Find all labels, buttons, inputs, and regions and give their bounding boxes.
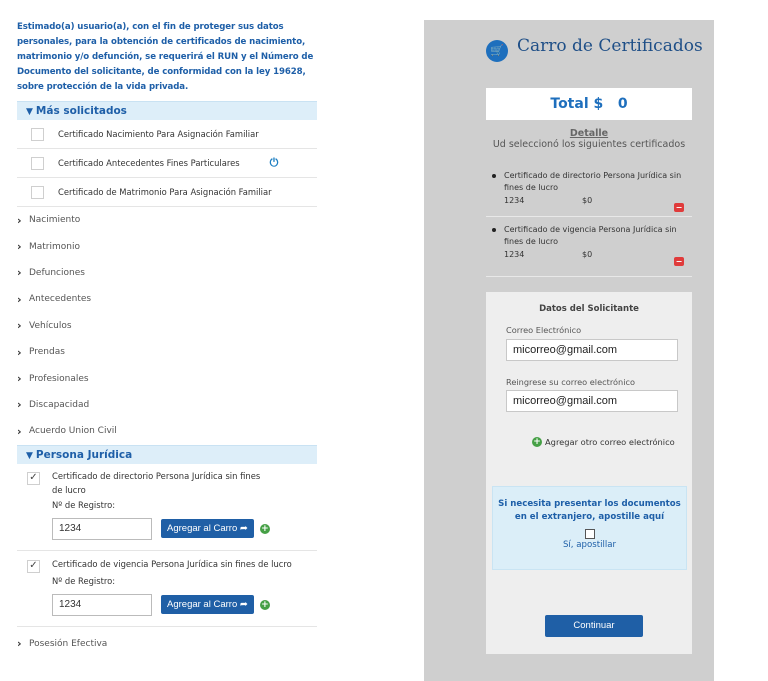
section-label: Más solicitados — [35, 105, 127, 117]
cart-item-price: $0 — [582, 196, 593, 205]
email-confirm-field[interactable]: micorreo@gmail.com — [506, 390, 678, 412]
chevron-right-icon: › — [17, 213, 22, 227]
category-discapacidad[interactable] — [17, 392, 317, 418]
apostille-box — [492, 486, 687, 570]
checkbox[interactable] — [31, 128, 44, 141]
power-icon[interactable]: ⏻ — [269, 156, 279, 169]
total-label: Total $ — [550, 96, 604, 112]
cart-item-name: Certificado de directorio Persona Jurídica sin fines de lucro — [504, 171, 682, 192]
cart-item-price: $0 — [582, 250, 593, 259]
category-vehiculos[interactable] — [17, 313, 317, 339]
detalle — [486, 128, 692, 150]
registro-input[interactable]: 1234 — [52, 518, 152, 540]
button-label: Agregar al Carro — [167, 523, 238, 535]
category-label: Antecedentes — [29, 294, 92, 305]
apostille-message: Si necesita presentar los documentos en el extranjero, apostille aquí — [498, 499, 681, 522]
chevron-right-icon: › — [17, 637, 22, 651]
detalle-subtitle: Ud seleccionó los siguientes certificados — [492, 139, 686, 150]
cart-item-registro: 1234 — [504, 196, 525, 205]
registro-input[interactable]: 1234 — [52, 594, 152, 616]
category-label: Acuerdo Union Civil — [29, 426, 117, 437]
continue-button[interactable]: Continuar — [545, 615, 643, 637]
category-label: Matrimonio — [29, 241, 80, 252]
certificates-list — [17, 20, 317, 657]
plus-icon[interactable]: + — [261, 599, 269, 610]
section-label: Persona Jurídica — [35, 448, 133, 461]
total-box — [486, 88, 692, 120]
list-item[interactable] — [17, 149, 317, 178]
plus-icon[interactable]: + — [261, 523, 269, 534]
item-label: Certificado Nacimiento Para Asignación Familiar — [58, 129, 259, 139]
button-label: Agregar al Carro — [167, 599, 238, 611]
cart-title: Carro de Certificados — [517, 36, 703, 56]
cart-panel — [424, 20, 714, 681]
category-label: Profesionales — [29, 373, 89, 384]
cart-item-name: Certificado de vigencia Persona Jurídica sin fines de lucro — [504, 225, 677, 246]
arrow-icon: ➦ — [239, 523, 248, 535]
checkbox-checked[interactable]: ✓ — [27, 560, 40, 573]
chevron-right-icon: › — [17, 424, 22, 438]
cart-icon: 🛒 — [486, 40, 508, 62]
email-field[interactable]: micorreo@gmail.com — [506, 339, 678, 361]
category-label: Prendas — [29, 347, 65, 358]
category-profesionales[interactable] — [17, 365, 317, 391]
chevron-right-icon: › — [17, 240, 22, 254]
form-title: Datos del Solicitante — [539, 304, 639, 314]
list-item[interactable] — [17, 178, 317, 207]
email-label: Correo Electrónico — [506, 325, 582, 335]
section-mas-solicitados[interactable] — [17, 101, 317, 120]
remove-icon[interactable]: − — [675, 203, 683, 212]
category-posesion-efectiva[interactable] — [17, 631, 317, 657]
apostille-option-label: Sí, apostillar — [562, 540, 617, 550]
chevron-right-icon: › — [17, 266, 22, 280]
item-label: Certificado de Matrimonio Para Asignación Familiar — [58, 187, 272, 197]
arrow-icon: ➦ — [239, 599, 248, 611]
registro-label: Nº de Registro: — [52, 575, 116, 586]
bullet — [492, 228, 496, 232]
detalle-title: Detalle — [569, 128, 609, 139]
category-label: Nacimiento — [29, 215, 81, 226]
solicitante-form — [486, 292, 692, 654]
item-label: Certificado de directorio Persona Jurídica sin fines de lucro — [52, 470, 261, 495]
checkbox[interactable] — [31, 157, 44, 170]
chevron-right-icon: › — [17, 372, 22, 386]
item-label: Certificado de vigencia Persona Jurídica sin fines de lucro — [52, 558, 292, 569]
category-label: Vehículos — [29, 320, 72, 331]
plus-icon: + — [533, 437, 541, 447]
category-prendas[interactable] — [17, 339, 317, 365]
category-nacimiento[interactable] — [17, 207, 317, 233]
category-defunciones[interactable] — [17, 260, 317, 286]
item-label: Certificado Antecedentes Fines Particulares — [58, 158, 240, 168]
list-item — [17, 551, 317, 627]
bullet — [492, 174, 496, 178]
checkbox[interactable] — [31, 186, 44, 199]
checkbox-checked[interactable]: ✓ — [27, 472, 40, 485]
privacy-notice: Estimado(a) usuario(a), con el fin de proteger sus datos personales, para la obtención de certificados de nacimiento, matrimonio y/o defunción, se requerirá el RUN y el Número de Documento del solicitante, de conformidad con la ley 19628, sobre protección de la vida privada. — [17, 22, 314, 92]
category-label: Posesión Efectiva — [29, 638, 108, 649]
cart-item — [486, 170, 692, 217]
chevron-right-icon: › — [17, 398, 22, 412]
category-antecedentes[interactable] — [17, 286, 317, 312]
email-confirm-label: Reingrese su correo electrónico — [506, 377, 636, 387]
chevron-down-icon: ▼ — [26, 450, 33, 461]
registro-label: Nº de Registro: — [52, 499, 116, 510]
section-persona-juridica[interactable] — [17, 445, 317, 464]
category-acuerdo-union-civil[interactable] — [17, 418, 317, 444]
list-item[interactable] — [17, 120, 317, 149]
list-item — [17, 464, 317, 551]
chevron-right-icon: › — [17, 345, 22, 359]
category-label: Discapacidad — [29, 399, 90, 410]
category-label: Defunciones — [29, 267, 85, 278]
chevron-down-icon: ▼ — [26, 107, 33, 117]
add-email-label: Agregar otro correo electrónico — [545, 437, 675, 447]
category-matrimonio[interactable] — [17, 233, 317, 259]
total-value: 0 — [617, 96, 628, 112]
add-to-cart-button[interactable] — [161, 595, 254, 614]
cart-item — [486, 224, 692, 277]
remove-icon[interactable]: − — [675, 257, 683, 266]
apostille-checkbox[interactable] — [585, 529, 595, 539]
chevron-right-icon: › — [17, 319, 22, 333]
add-email-link[interactable] — [532, 437, 675, 447]
add-to-cart-button[interactable] — [161, 519, 254, 538]
chevron-right-icon: › — [17, 292, 22, 306]
cart-item-registro: 1234 — [504, 250, 525, 259]
